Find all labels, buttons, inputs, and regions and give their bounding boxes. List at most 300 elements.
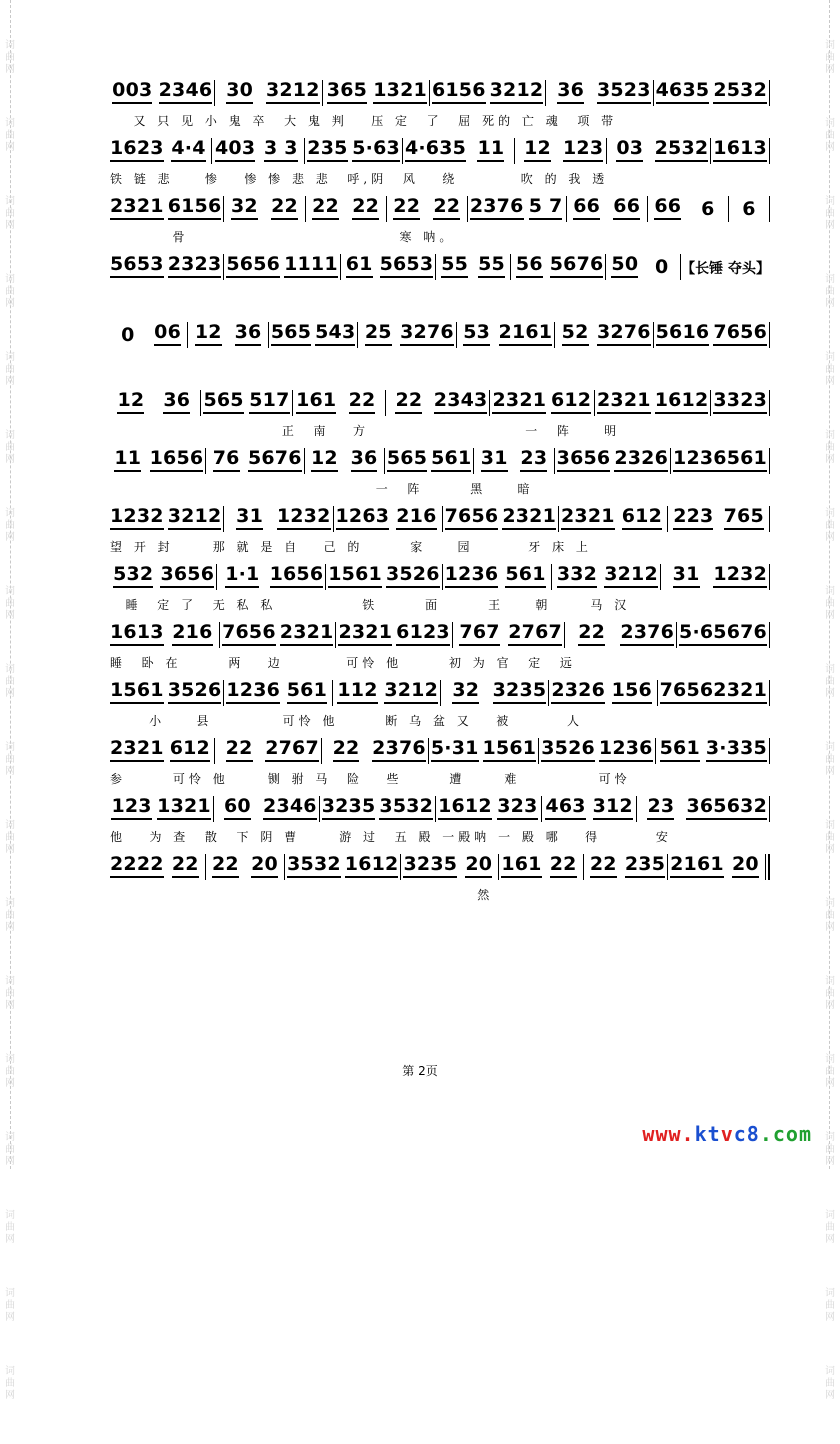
note-group <box>549 679 607 704</box>
note-group <box>166 737 214 762</box>
note-text: 1561 <box>110 679 164 704</box>
note-text: 003 <box>112 79 152 104</box>
note-text: 6156 <box>432 79 486 104</box>
note-text: 5616 <box>656 321 710 346</box>
note-text: 20 <box>465 853 492 878</box>
note-group <box>166 505 224 530</box>
note-text: 12 <box>117 389 144 414</box>
note-text: 23 <box>520 447 547 472</box>
note-group <box>220 621 278 646</box>
note-text: 3 3 <box>264 137 298 162</box>
note-text: 765 <box>724 505 764 530</box>
note-group <box>618 621 676 646</box>
note-text: 20 <box>251 853 278 878</box>
lyrics-line <box>108 170 770 190</box>
note-text: 6 <box>701 198 715 220</box>
note-text: 2321 <box>597 389 651 414</box>
note-group <box>637 795 684 820</box>
note-group <box>382 679 440 704</box>
note-group <box>500 505 558 530</box>
note-group <box>263 737 321 762</box>
score-system <box>108 790 770 848</box>
note-text: 2767 <box>508 621 562 646</box>
score-system <box>108 500 770 558</box>
note-text: 12 <box>524 137 551 162</box>
watermark-text: 词曲网 <box>825 742 835 777</box>
notation-line <box>108 442 770 472</box>
note-text: 22 <box>578 621 605 646</box>
note-group <box>377 795 435 820</box>
note-text: 1613 <box>713 137 767 162</box>
note-text: 31 <box>673 563 700 588</box>
note-text: 112 <box>337 679 377 704</box>
note-text: 22 <box>393 195 420 220</box>
note-text: 332 <box>557 563 597 588</box>
lyrics-line <box>108 596 770 616</box>
note-group <box>443 505 501 530</box>
note-group <box>711 389 769 414</box>
note-group <box>323 79 372 104</box>
note-group <box>394 621 452 646</box>
watermark-text: 词曲网 <box>825 40 835 75</box>
note-text: 223 <box>673 505 713 530</box>
note-text: 3656 <box>160 563 214 588</box>
note-text: 312 <box>593 795 633 820</box>
note-text: 561 <box>505 563 545 588</box>
note-text: 66 <box>654 195 681 220</box>
note-text: 66 <box>573 195 600 220</box>
note-text: 156 <box>612 679 652 704</box>
note-text: 3523 <box>597 79 651 104</box>
note-group <box>108 795 155 820</box>
note-text: 30 <box>226 79 253 104</box>
note-group <box>108 324 148 346</box>
note-group <box>607 679 657 704</box>
notation-line <box>108 384 770 414</box>
lyrics-line <box>108 886 770 906</box>
note-text: 32 <box>452 679 479 704</box>
note-group <box>108 447 148 472</box>
note-group <box>108 679 166 704</box>
note-group <box>282 679 332 704</box>
note-text: 235 <box>307 137 347 162</box>
note-group <box>228 321 268 346</box>
note-text: 22 <box>352 195 379 220</box>
watermark-column-right <box>823 40 837 1444</box>
note-text: 36 <box>351 447 378 472</box>
note-group <box>459 853 498 878</box>
section-label: 【长锤 夺头】 <box>681 261 770 277</box>
note-text: 3212 <box>604 563 658 588</box>
note-text: 36 <box>557 79 584 104</box>
watermark-text: 词曲网 <box>825 1132 835 1167</box>
note-group <box>108 621 166 646</box>
watermark-text: 词曲网 <box>825 820 835 855</box>
lyrics-line <box>108 480 770 500</box>
note-group <box>166 195 224 220</box>
note-text: 76 <box>213 447 240 472</box>
watermark-text: 词曲网 <box>825 664 835 699</box>
watermark-text: 词曲网 <box>5 196 15 231</box>
note-text: 66 <box>613 195 640 220</box>
note-group <box>552 563 602 588</box>
note-text: 767 <box>459 621 499 646</box>
note-group <box>212 137 258 162</box>
note-group <box>334 505 392 530</box>
note-group <box>457 321 497 346</box>
note-text: 36 <box>235 321 262 346</box>
note-text: 3526 <box>168 679 222 704</box>
note-group <box>711 563 769 588</box>
lyrics-line <box>108 112 770 132</box>
note-text: 31 <box>481 447 508 472</box>
site-logo-part: www. <box>642 1122 695 1146</box>
note-group <box>436 253 473 278</box>
lyrics-line <box>108 354 770 374</box>
note-text: 2321 <box>110 737 164 762</box>
score-system <box>108 558 770 616</box>
bar-line <box>769 390 770 416</box>
note-group <box>246 447 304 472</box>
note-text: 6 <box>742 198 756 220</box>
note-group <box>688 198 728 220</box>
note-text: 36 <box>163 389 190 414</box>
note-group <box>341 253 378 278</box>
note-group <box>166 621 219 646</box>
note-text: 50 <box>611 253 638 278</box>
note-text: 543 <box>315 321 355 346</box>
note-text: 532 <box>113 563 153 588</box>
note-text: 2767 <box>265 737 319 762</box>
note-text: 7656 <box>222 621 276 646</box>
note-group <box>346 195 386 220</box>
note-text: 1623 <box>110 137 164 162</box>
note-text: 1263 <box>336 505 390 530</box>
note-group <box>648 195 688 220</box>
note-text: 2321 <box>280 621 334 646</box>
lyrics-text: 他 为 查 散 下 阴 曹 游 过 五 殿 一殿呐 一 殿 哪 得 安 <box>110 830 672 844</box>
note-text: 3526 <box>541 737 595 762</box>
lyrics-text: 睡 定 了 无 私 私 铁 面 王 朝 马 汉 <box>110 598 631 612</box>
note-group <box>515 137 561 162</box>
note-text: 31 <box>236 505 263 530</box>
note-group <box>711 79 769 104</box>
note-text: 6156 <box>168 195 222 220</box>
note-group <box>653 389 711 414</box>
note-text: 1612 <box>655 389 709 414</box>
lyrics-line <box>108 538 770 558</box>
score-system <box>108 442 770 500</box>
bar-line <box>769 448 770 474</box>
lyrics-line <box>108 286 770 306</box>
note-text: 3276 <box>597 321 651 346</box>
note-group <box>595 79 653 104</box>
note-group <box>224 253 282 278</box>
note-group <box>560 137 606 162</box>
note-text: 1236561 <box>673 447 767 472</box>
watermark-text: 词曲网 <box>5 352 15 387</box>
note-group <box>285 853 343 878</box>
site-logo-part: v <box>720 1122 734 1146</box>
watermark-text: 词曲网 <box>825 1288 835 1323</box>
score-system <box>108 732 770 790</box>
note-text: 22 <box>226 737 253 762</box>
note-group <box>258 137 304 162</box>
lyrics-text: 小 县 可怜 他 断 乌 盆 又 被 人 <box>110 714 583 728</box>
note-text: 56 <box>516 253 543 278</box>
note-text: 2346 <box>159 79 213 104</box>
note-group <box>432 389 490 414</box>
lyrics-line <box>108 712 770 732</box>
note-text: 3276 <box>400 321 454 346</box>
notation-line <box>108 732 770 762</box>
note-text: 365632 <box>686 795 767 820</box>
note-text: 2376 <box>470 195 524 220</box>
note-text: 612 <box>170 737 210 762</box>
note-text: 4635 <box>656 79 710 104</box>
note-text: 1232 <box>713 563 767 588</box>
watermark-text: 词曲网 <box>5 274 15 309</box>
note-group <box>108 79 157 104</box>
notation-line <box>108 190 770 220</box>
note-text: 6123 <box>396 621 450 646</box>
note-text: 3532 <box>379 795 433 820</box>
note-text: 3656 <box>557 447 611 472</box>
note-group <box>607 137 653 162</box>
note-group <box>546 79 595 104</box>
bar-line <box>769 196 770 222</box>
note-group <box>468 195 526 220</box>
note-text: 52 <box>562 321 589 346</box>
score-system <box>108 316 770 384</box>
watermark-text: 词曲网 <box>5 118 15 153</box>
note-text: 1321 <box>157 795 211 820</box>
notation-line <box>108 500 770 530</box>
note-group <box>453 621 506 646</box>
watermark-text: 词曲网 <box>825 196 835 231</box>
note-text: 1232 <box>110 505 164 530</box>
note-text: 216 <box>172 621 212 646</box>
note-group <box>214 795 261 820</box>
note-text: 5·63 <box>352 137 400 162</box>
note-group <box>729 198 769 220</box>
note-text: 2326 <box>614 447 668 472</box>
note-group <box>166 253 224 278</box>
note-group <box>264 79 322 104</box>
watermark-text: 词曲网 <box>825 118 835 153</box>
jianpu-score <box>108 74 770 906</box>
watermark-text: 词曲网 <box>825 274 835 309</box>
note-group <box>268 563 326 588</box>
note-group <box>653 137 711 162</box>
note-text: 2376 <box>620 621 674 646</box>
note-text: 7656 <box>445 505 499 530</box>
note-group <box>726 853 765 878</box>
note-text: 5·31 <box>431 737 479 762</box>
note-group <box>511 253 548 278</box>
note-group <box>154 389 200 414</box>
note-text: 22 <box>172 853 199 878</box>
note-group <box>108 137 166 162</box>
note-group <box>275 505 333 530</box>
note-text: 60 <box>224 795 251 820</box>
note-text: 517 <box>249 389 289 414</box>
note-group <box>261 795 319 820</box>
note-group <box>544 853 583 878</box>
note-group <box>336 621 394 646</box>
note-text: 3235 <box>322 795 376 820</box>
note-group <box>548 253 606 278</box>
note-group <box>108 389 154 414</box>
note-group <box>148 447 206 472</box>
notation-line <box>108 674 770 704</box>
note-text: 612 <box>551 389 591 414</box>
note-group <box>499 853 543 878</box>
note-text: 22 <box>271 195 298 220</box>
note-group <box>427 195 467 220</box>
note-group <box>559 505 617 530</box>
note-group <box>155 795 213 820</box>
note-group <box>224 195 264 220</box>
note-text: 612 <box>622 505 662 530</box>
note-text: 561 <box>660 737 700 762</box>
note-group <box>108 563 158 588</box>
watermark-text: 词曲网 <box>5 898 15 933</box>
note-text: 2346 <box>263 795 317 820</box>
note-group <box>497 321 555 346</box>
note-group <box>490 389 548 414</box>
note-group <box>612 447 670 472</box>
note-group <box>514 447 554 472</box>
note-group <box>677 621 769 646</box>
note-text: 463 <box>545 795 585 820</box>
note-text: 1656 <box>270 563 324 588</box>
note-text: 365 <box>327 79 367 104</box>
note-group <box>166 853 205 878</box>
score-system <box>108 616 770 674</box>
note-text: 403 <box>215 137 255 162</box>
watermark-text: 词曲网 <box>5 742 15 777</box>
note-group <box>269 321 313 346</box>
notation-line <box>108 790 770 820</box>
note-group <box>430 79 488 104</box>
site-logo <box>642 1122 812 1146</box>
note-text: 3532 <box>287 853 341 878</box>
note-text: 2161 <box>670 853 724 878</box>
note-group <box>108 505 166 530</box>
note-group <box>597 737 655 762</box>
note-text: 3212 <box>266 79 320 104</box>
note-group <box>282 253 340 278</box>
note-group <box>206 447 246 472</box>
lyrics-line <box>108 228 770 248</box>
note-group <box>206 853 245 878</box>
watermark-text: 词曲网 <box>5 40 15 75</box>
note-text: 2321 <box>338 621 392 646</box>
notation-line <box>108 132 770 162</box>
note-text: 5676 <box>550 253 604 278</box>
note-text: 53 <box>463 321 490 346</box>
note-text: 1236 <box>599 737 653 762</box>
score-system <box>108 248 770 316</box>
bar-line <box>769 622 770 648</box>
note-group <box>656 737 704 762</box>
lyrics-line <box>108 654 770 674</box>
note-text: 5·65676 <box>679 621 767 646</box>
note-group <box>371 79 429 104</box>
bar-line <box>765 854 770 880</box>
note-group <box>344 447 384 472</box>
note-text: 22 <box>333 737 360 762</box>
note-text: 2326 <box>551 679 605 704</box>
note-text: 5653 <box>380 253 434 278</box>
note-text: 20 <box>732 853 759 878</box>
note-group <box>658 679 769 704</box>
note-text: 2376 <box>372 737 426 762</box>
notation-line <box>108 558 770 588</box>
note-text: 2321 <box>502 505 556 530</box>
site-logo-part: kt <box>694 1122 721 1146</box>
note-text: 1656 <box>150 447 204 472</box>
note-group <box>391 505 441 530</box>
note-group <box>589 795 636 820</box>
note-text: 22 <box>550 853 577 878</box>
note-group <box>224 679 282 704</box>
note-text: 76562321 <box>660 679 767 704</box>
note-text: 22 <box>212 853 239 878</box>
notation-line <box>108 848 770 878</box>
note-text: 1236 <box>226 679 280 704</box>
note-group <box>617 505 667 530</box>
watermark-text: 词曲网 <box>5 1288 15 1323</box>
note-group <box>246 389 292 414</box>
note-group <box>606 253 643 278</box>
note-text: 123 <box>563 137 603 162</box>
watermark-column-left <box>3 40 17 1444</box>
note-text: 123 <box>111 795 151 820</box>
note-text: 1613 <box>110 621 164 646</box>
site-logo-part: com <box>772 1122 812 1146</box>
note-group <box>548 389 594 414</box>
note-group <box>671 447 769 472</box>
notation-line <box>108 616 770 646</box>
note-group <box>320 795 378 820</box>
note-text: 0 <box>654 256 669 278</box>
lyrics-line <box>108 770 770 790</box>
note-text: 23 <box>647 795 674 820</box>
note-group <box>595 321 653 346</box>
note-text: 2321 <box>110 195 164 220</box>
note-text: 235 <box>625 853 665 878</box>
note-group <box>443 563 501 588</box>
note-text: 161 <box>296 389 336 414</box>
note-group <box>339 389 385 414</box>
note-group <box>429 447 473 472</box>
note-group <box>278 621 336 646</box>
note-text: 2222 <box>110 853 164 878</box>
note-group <box>595 389 653 414</box>
note-text: 55 <box>441 253 468 278</box>
lyrics-line <box>108 422 770 442</box>
note-group <box>567 195 607 220</box>
note-group <box>108 853 166 878</box>
watermark-text: 词曲网 <box>825 1366 835 1401</box>
note-group <box>584 853 623 878</box>
note-text: 55 <box>478 253 505 278</box>
note-group <box>305 137 351 162</box>
note-group <box>526 195 566 220</box>
notation-line <box>108 316 770 346</box>
